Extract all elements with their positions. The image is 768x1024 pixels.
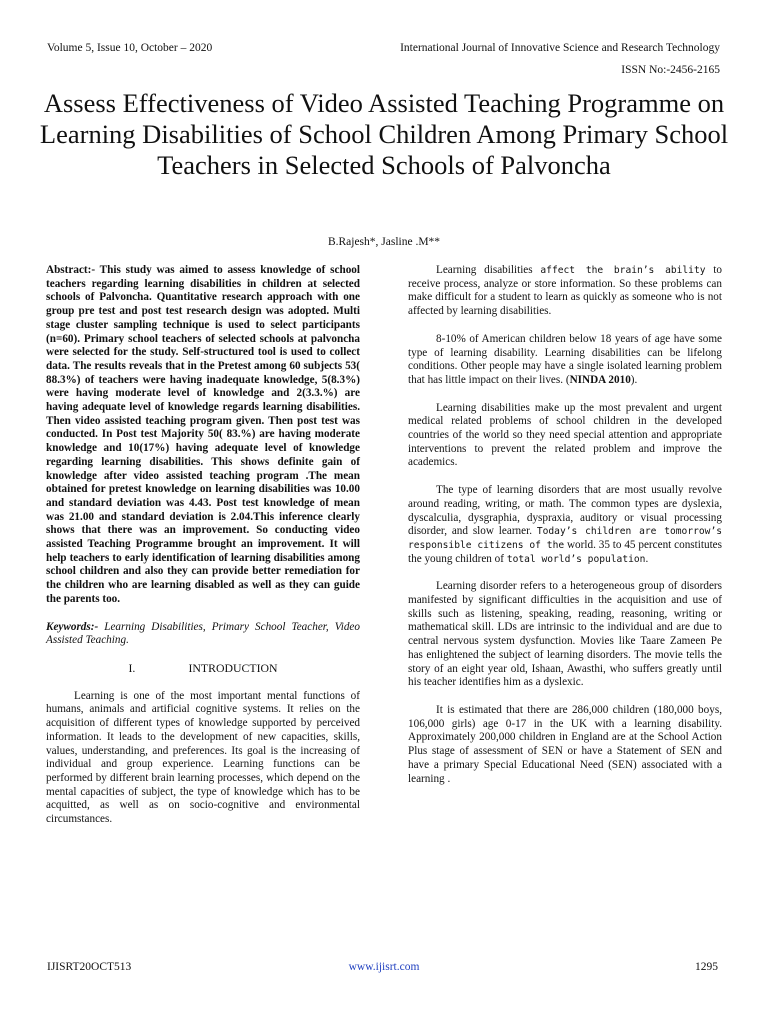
- keywords-text: Learning Disabilities, Primary School Teacher, Video Assisted Teaching.: [46, 620, 360, 647]
- paragraph-6: It is estimated that there are 286,000 children (180,000 boys, 106,000 girls) age 0-17 in the UK with a learning disability. Approximately 200,000 children in England are at the School Action Plus stage of assessment of SEN or have a Statement of SEN and have a primary Special Educational Need (SEN) associated with a learning .: [408, 703, 722, 785]
- keywords-label: Keywords:-: [46, 620, 99, 633]
- paragraph-2: [408, 333, 722, 388]
- p4-text-c: world. 35 to 45 percent constitutes the young children of: [408, 538, 722, 565]
- p4-text-e: .: [645, 552, 649, 565]
- section-number: I.: [128, 660, 136, 675]
- p4-text-d: total world’s population: [506, 553, 646, 565]
- abstract: Abstract:- This study was aimed to assess knowledge of school teachers regarding learning disabilities in children at selected schools of Palvoncha. Quantitative research approach with one group pre test and post test research design was adopted. Multi stage cluster sampling technique is used to select participants (n=60). Primary school teachers of selected schools at palvoncha were selected for the study. Self-structured tool is used to collect data. The results reveals that in the Pretest among 60 subjects 53( 88.3%) of teachers were having inadequate knowledge, 5(8.3%) were having moderate level of knowledge and 2(3.3.%) are having adequate level of knowledge regards learning disabilities. Then video assisted teaching program given. Then post test was conducted. In Post test Majority 50( 83.%) are having moderate knowledge and 10(17%) having adequate level of knowledge regarding learning disabilities. This shows definite gain of knowledge after video assisted teaching program .The mean obtained for pretest knowledge on learning disabilities was 10.00 and standard deviation was 4.43. Post test knowledge of mean was 21.00 and standard deviation is 2.04.This inference clearly shows that there was an improvement. So conducting video assisted Teaching Programme brought an improvement. It will help teachers to early identification of learning disabilities among school children and also they can provide better remediation for the children who are learning disabled as well as they can guide the parents too.: [46, 264, 360, 605]
- footer-url-link[interactable]: www.ijisrt.com: [348, 961, 420, 973]
- paragraph-5: Learning disorder refers to a heterogeneous group of disorders manifested by significant difficulties in the acquisition and use of skills such as listening, speaking, reading, reasoning, writing or mathematical skill. LDs are intrinsic to the individual and are due to central nervous system dysfunction. Movies like Taare Zameen Pe has enlightened the subject of learning disorders. The movie tells the story of an eight year old, Ishaan, Awasthi, who suffers greatly until his teacher identifies him as a dyslexic.: [408, 580, 722, 689]
- p2-text-a: 8-10% of American children below 18 years of age have some type of learning disability. Learning disabilities can be lifelong conditions. Other people may have a single isolated learning problem that has little impact on their lives. (: [408, 332, 722, 386]
- paper-title: Assess Effectiveness of Video Assisted Teaching Programme on Learning Disabilities of School Children Among Primary School Teachers in Selected Schools of Palvoncha: [39, 88, 729, 180]
- paragraph-4: [408, 484, 722, 566]
- paper-authors: B.Rajesh*, Jasline .M**: [327, 236, 441, 248]
- footer-page-number: 1295: [695, 961, 718, 973]
- p1-text-b: affect the brain’s ability: [540, 265, 706, 276]
- p2-citation: NINDA 2010: [569, 373, 631, 386]
- p4-text-b: Today’s children are tomorrow’s responsible citizens of the: [408, 526, 722, 551]
- section-title: INTRODUCTION: [188, 660, 278, 675]
- keywords: [46, 621, 360, 648]
- intro-paragraph: Learning is one of the most important mental functions of humans, animals and artificial cognitive systems. It relies on the acquisition of different types of knowledge supported by perceived information. It leads to the development of new capacities, skills, values, understanding, and preferences. Its goal is the increasing of individual and group experience. Learning functions can be performed by different brain learning processes, which depend on the mental capacities of subject, the type of knowledge which has to be acquitted, as well as on socio-cognitive and environmental circumstances.: [46, 689, 360, 826]
- right-column: [408, 264, 722, 786]
- left-column: [46, 264, 360, 827]
- paragraph-3: Learning disabilities make up the most prevalent and urgent medical related problems of school children in the developed countries of the world so they need special attention and appropriate interventions to prevent the related problem and improve the academics.: [408, 401, 722, 469]
- header-issn: ISSN No:-2456-2165: [621, 64, 720, 76]
- footer-code: IJISRT20OCT513: [47, 961, 132, 973]
- paragraph-1: [408, 264, 722, 319]
- p1-text-a: Learning disabilities: [436, 264, 541, 276]
- p2-text-c: ).: [630, 373, 638, 386]
- section-heading: [46, 662, 360, 676]
- header-volume: Volume 5, Issue 10, October – 2020: [47, 42, 213, 54]
- p4-text-a: The type of learning disorders that are most usually revolve around reading, writing, or math. The common types are dyslexia, dyscalculia, dysgraphia, dyspraxia, auditory or visual processing disorder, and slow learner.: [408, 484, 722, 538]
- p1-text-c: to receive process, analyze or store information. So these problems can make difficult for a student to learn as quickly as someone who is not affected by learning disabilities.: [408, 264, 722, 318]
- header-journal: International Journal of Innovative Science and Research Technology: [400, 42, 720, 54]
